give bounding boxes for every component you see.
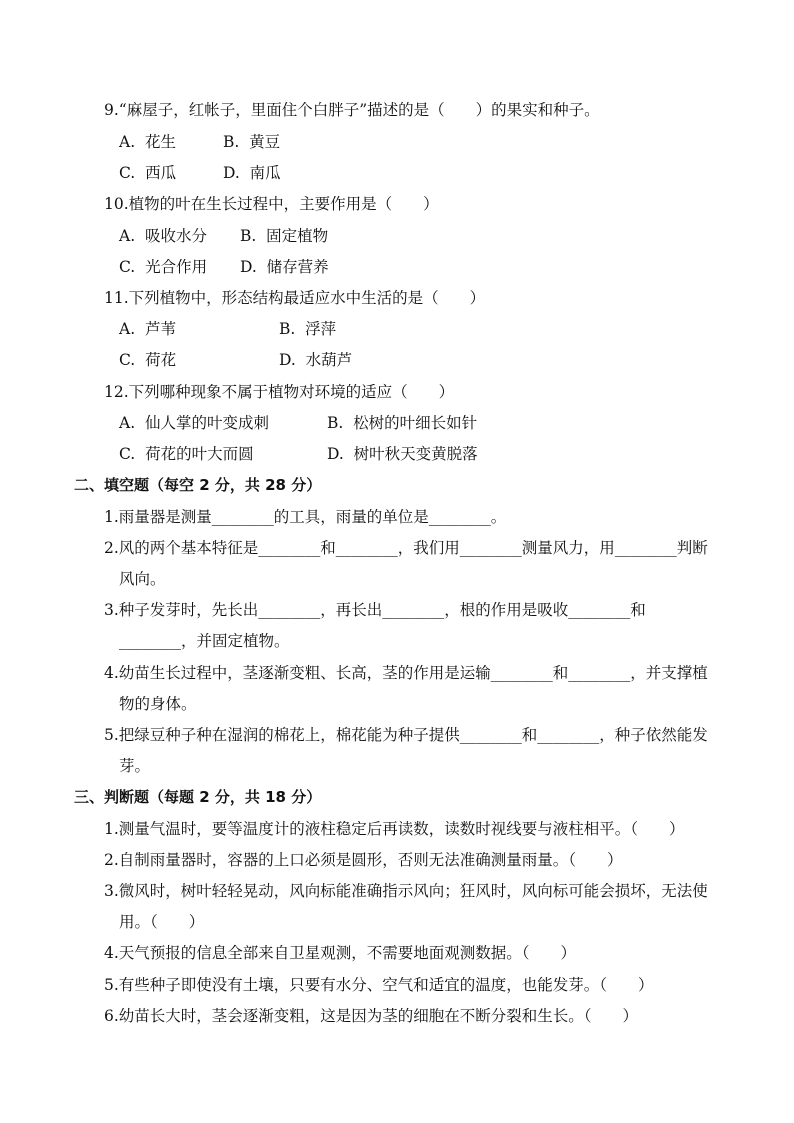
fill-question-2: 2.风的两个基本特征是________和________，我们用________测量风力，用________判断	[104, 539, 708, 557]
question-11-option-d: D. 水葫芦	[279, 351, 353, 369]
question-9-option-a: A. 花生	[119, 133, 176, 151]
fill-question-5: 5.把绿豆种子种在湿润的棉花上，棉花能为种子提供________和________，种子依然能发	[104, 726, 708, 744]
fill-question-2-cont: 风向。	[119, 570, 166, 588]
fill-question-4: 4.幼苗生长过程中，茎逐渐变粗、长高，茎的作用是运输________和________，并支撑植	[104, 664, 708, 682]
fill-question-4-cont: 物的身体。	[119, 695, 197, 713]
question-11-option-c: C. 荷花	[119, 351, 177, 369]
question-12-option-a: A. 仙人掌的叶变成刺	[119, 414, 269, 432]
judge-question-4: 4.天气预报的信息全部来自卫星观测，不需要地面观测数据。（ ）	[104, 944, 577, 962]
fill-question-3-cont: ________，并固定植物。	[119, 632, 290, 650]
judge-question-3-cont: 用。（ ）	[119, 913, 205, 931]
question-10-option-d: D. 储存营养	[240, 258, 329, 276]
fill-question-1: 1.雨量器是测量________的工具，雨量的单位是________。	[104, 508, 507, 526]
question-12-option-c: C. 荷花的叶大而圆	[119, 445, 254, 463]
question-12-option-b: B. 松树的叶细长如针	[327, 414, 478, 432]
question-11-option-b: B. 浮萍	[279, 320, 337, 338]
question-10-option-c: C. 光合作用	[119, 258, 208, 276]
question-9-option-c: C. 西瓜	[119, 164, 177, 182]
question-11-stem: 11.下列植物中，形态结构最适应水中生活的是（ ）	[104, 289, 486, 307]
fill-question-5-cont: 芽。	[119, 757, 151, 775]
judge-question-5: 5.有些种子即使没有土壤，只要有水分、空气和适宜的温度，也能发芽。（ ）	[104, 976, 654, 994]
fill-question-3: 3.种子发芽时，先长出________，再长出________，根的作用是吸收________和	[104, 601, 646, 619]
question-11-option-a: A. 芦苇	[119, 320, 176, 338]
judge-section-heading: 三、判断题（每题 2 分，共 18 分）	[74, 788, 322, 806]
question-9-option-d: D. 南瓜	[223, 164, 281, 182]
fill-section-heading: 二、填空题（每空 2 分，共 28 分）	[74, 476, 322, 494]
judge-question-2: 2.自制雨量器时，容器的上口必须是圆形，否则无法准确测量雨量。（ ）	[104, 851, 623, 869]
judge-question-3: 3.微风时，树叶轻轻晃动，风向标能准确指示风向；狂风时，风向标可能会损坏，无法使	[104, 882, 708, 900]
question-12-option-d: D. 树叶秋天变黄脱落	[327, 445, 478, 463]
judge-question-1: 1.测量气温时，要等温度计的液柱稳定后再读数，读数时视线要与液柱相平。（ ）	[104, 820, 685, 838]
question-10-option-b: B. 固定植物	[240, 227, 329, 245]
question-9-stem: 9.“麻屋子，红帐子，里面住个白胖子”描述的是（ ）的果实和种子。	[104, 101, 600, 119]
question-10-option-a: A. 吸收水分	[119, 227, 207, 245]
question-10-stem: 10.植物的叶在生长过程中，主要作用是（ ）	[104, 195, 439, 213]
question-12-stem: 12.下列哪种现象不属于植物对环境的适应（ ）	[104, 383, 455, 401]
question-9-option-b: B. 黄豆	[223, 133, 281, 151]
judge-question-6: 6.幼苗长大时，茎会逐渐变粗，这是因为茎的细胞在不断分裂和生长。（ ）	[104, 1007, 639, 1025]
